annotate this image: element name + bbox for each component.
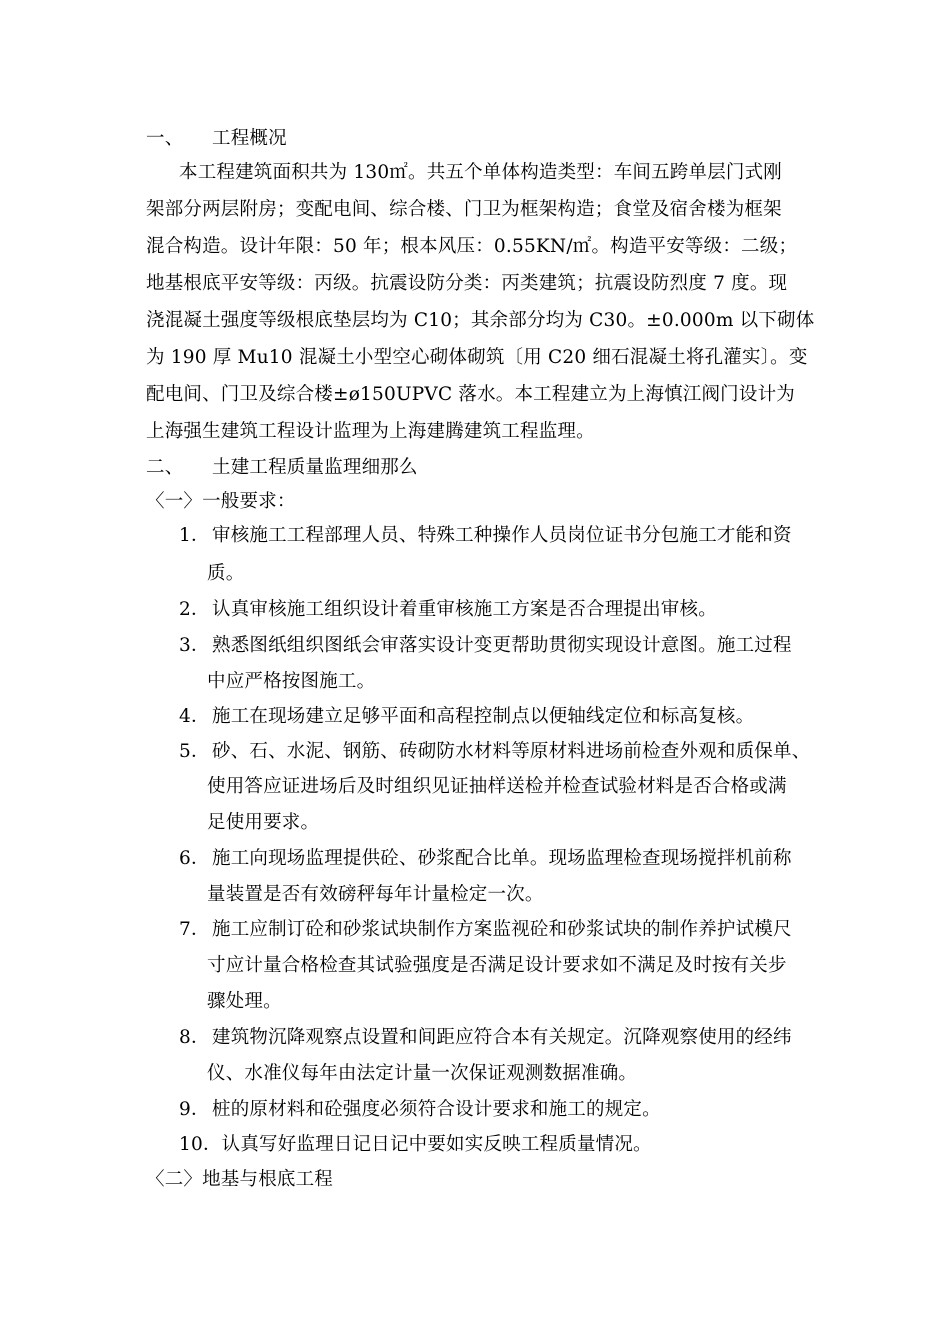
- item-continuation: 使用答应证进场后及时组织见证抽样送检并检查试验材料是否合格或满: [207, 776, 787, 797]
- item-number: 2．: [179, 599, 210, 620]
- list-item: [179, 705, 754, 729]
- list-item: [179, 847, 792, 871]
- item-number: 1．: [179, 525, 210, 546]
- item-number: 8．: [179, 1027, 210, 1048]
- item-continuation: 足使用要求。: [207, 812, 320, 833]
- item-text: 施工应制订砼和砂浆试块制作方案监视砼和砂浆试块的制作养护试模尺: [212, 919, 792, 940]
- item-number: 4．: [179, 706, 210, 727]
- section-title: 土建工程质量监理细那么: [212, 457, 418, 478]
- item-text: 熟悉图纸组织图纸会审落实设计变更帮助贯彻实现设计意图。施工过程: [212, 635, 792, 656]
- item-text: 审核施工工程部理人员、特殊工种操作人员岗位证书分包施工才能和资: [212, 525, 792, 546]
- item-number: 5．: [179, 741, 210, 762]
- item-text: 建筑物沉降观察点设置和间距应符合本有关规定。沉降观察使用的经纬: [212, 1027, 792, 1048]
- list-item: [179, 740, 810, 764]
- item-number: 7．: [179, 919, 210, 940]
- subsection-heading-foundation: 〈二〉地基与根底工程: [146, 1169, 334, 1190]
- item-continuation: 量装置是否有效磅秤每年计量检定一次。: [207, 884, 544, 905]
- item-continuation: 中应严格按图施工。: [207, 671, 376, 692]
- paragraph-line: 浇混凝土强度等级根底垫层均为 C10；其余部分均为 C30。±0.000m 以下砌体: [146, 310, 815, 331]
- item-number: 3．: [179, 635, 210, 656]
- paragraph-line: 地基根底平安等级：丙级。抗震设防分类：丙类建筑；抗震设防烈度 7 度。现: [146, 273, 788, 294]
- section-number: 一、: [146, 128, 184, 149]
- item-text: 认真写好监理日记日记中要如实反映工程质量情况。: [221, 1134, 652, 1155]
- item-continuation: 寸应计量合格检查其试验强度是否满足设计要求如不满足及时按有关步: [207, 955, 787, 976]
- item-continuation: 仪、水准仪每年由法定计量一次保证观测数据准确。: [207, 1063, 638, 1084]
- item-text: 砂、石、水泥、钢筋、砖砌防水材料等原材料进场前检查外观和质保单、: [212, 741, 811, 762]
- section-heading-1: [146, 127, 287, 151]
- paragraph-line: 为 190 厚 Mu10 混凝土小型空心砌体砌筑〔用 C20 细石混凝土将孔灌实〕。变: [146, 347, 808, 368]
- list-item: [179, 1098, 661, 1122]
- subsection-heading-general: 〈一〉一般要求：: [146, 491, 296, 512]
- list-item: [179, 918, 792, 942]
- paragraph-line: 架部分两层附房；变配电间、综合楼、门卫为框架构造；食堂及宿舍楼为框架: [146, 199, 782, 220]
- paragraph-line: 配电间、门卫及综合楼±ø150UPVC 落水。本工程建立为上海慎江阀门设计为: [146, 384, 795, 405]
- section-title: 工程概况: [212, 128, 287, 149]
- section-heading-2: [146, 456, 418, 480]
- item-text: 施工向现场监理提供砼、砂浆配合比单。现场监理检查现场搅拌机前称: [212, 848, 792, 869]
- item-text: 桩的原材料和砼强度必须符合设计要求和施工的规定。: [212, 1099, 661, 1120]
- paragraph-line: 本工程建筑面积共为 130㎡。共五个单体构造类型：车间五跨单层门式刚: [179, 162, 782, 183]
- list-item: [179, 634, 792, 658]
- item-continuation: 质。: [207, 563, 245, 584]
- item-number: 10．: [179, 1134, 222, 1155]
- item-number: 9．: [179, 1099, 210, 1120]
- section-number: 二、: [146, 457, 184, 478]
- list-item: [179, 1133, 652, 1157]
- list-item: [179, 598, 717, 622]
- paragraph-line: 混合构造。设计年限：50 年；根本风压：0.55KN/㎡。构造平安等级：二级；: [146, 236, 798, 257]
- paragraph-line: 上海强生建筑工程设计监理为上海建腾建筑工程监理。: [146, 421, 595, 442]
- list-item: [179, 524, 792, 548]
- item-text: 施工在现场建立足够平面和高程控制点以便轴线定位和标高复核。: [212, 706, 755, 727]
- item-continuation: 骤处理。: [207, 991, 282, 1012]
- item-text: 认真审核施工组织设计着重审核施工方案是否合理提出审核。: [212, 599, 717, 620]
- item-number: 6．: [179, 848, 210, 869]
- list-item: [179, 1026, 792, 1050]
